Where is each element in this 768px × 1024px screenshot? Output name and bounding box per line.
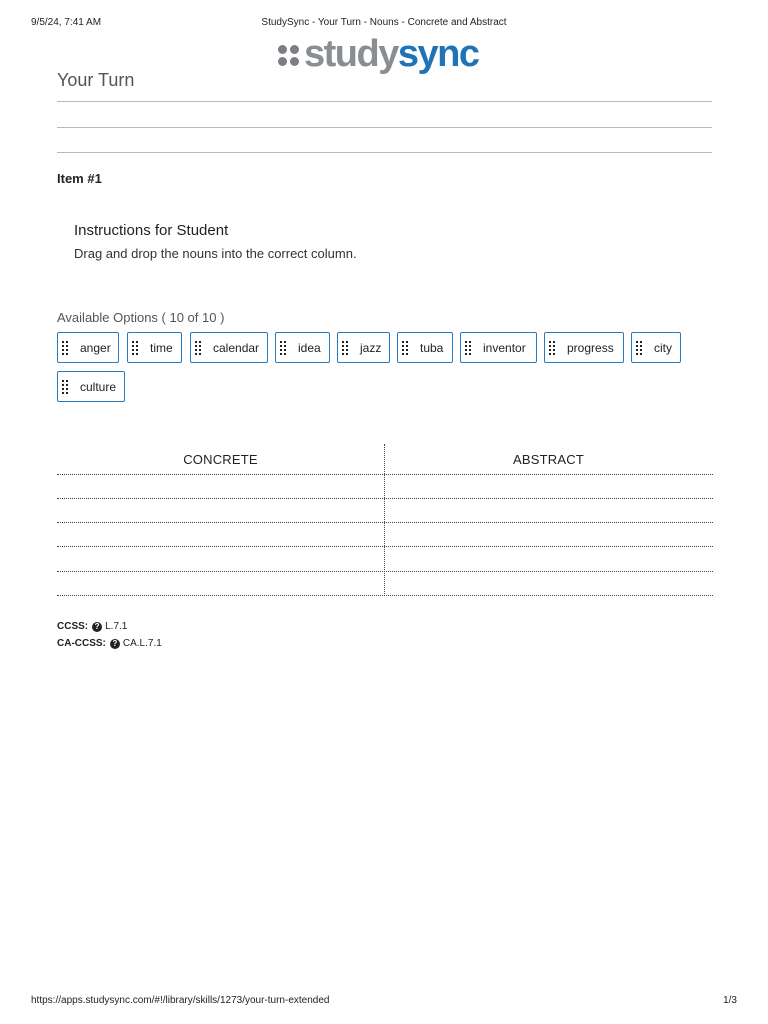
print-datetime: 9/5/24, 7:41 AM	[31, 17, 102, 28]
option-chip-jazz[interactable]	[337, 332, 390, 363]
print-document-title: StudySync - Your Turn - Nouns - Concrete and Abstract	[261, 17, 507, 28]
standard-code: L.7.1	[105, 621, 128, 632]
option-chip-progress[interactable]	[544, 332, 624, 363]
option-label: calendar	[213, 340, 260, 355]
question-icon[interactable]: ?	[92, 622, 102, 632]
logo-word-study: study	[304, 33, 398, 75]
column-header-abstract: ABSTRACT	[513, 452, 584, 467]
drag-handle-icon	[342, 338, 350, 357]
option-label: time	[150, 340, 173, 355]
drag-handle-icon	[62, 377, 70, 396]
drop-zone-concrete[interactable]	[57, 572, 384, 596]
drop-zone-abstract[interactable]	[386, 547, 713, 571]
drop-zone-concrete[interactable]	[57, 547, 384, 571]
drag-handle-icon	[549, 338, 557, 357]
divider	[57, 152, 712, 153]
option-chip-calendar[interactable]	[190, 332, 268, 363]
drop-zone-abstract[interactable]	[386, 572, 713, 596]
logo-dots-icon	[278, 45, 299, 66]
instructions-text: Drag and drop the nouns into the correct column.	[74, 246, 357, 261]
drag-handle-icon	[402, 338, 410, 357]
option-chip-city[interactable]	[631, 332, 681, 363]
divider	[57, 101, 712, 102]
standard-ccss	[57, 621, 127, 632]
print-url: https://apps.studysync.com/#!/library/skills/1273/your-turn-extended	[31, 995, 330, 1006]
option-chip-tuba[interactable]	[397, 332, 453, 363]
drop-zone-abstract[interactable]	[386, 499, 713, 523]
option-label: anger	[80, 340, 111, 355]
option-label: progress	[567, 340, 614, 355]
option-label: city	[654, 340, 672, 355]
drag-handle-icon	[636, 338, 644, 357]
drag-handle-icon	[132, 338, 140, 357]
drop-zone-concrete[interactable]	[57, 475, 384, 499]
drop-zone-concrete[interactable]	[57, 523, 384, 547]
studysync-logo	[278, 34, 478, 74]
item-number: Item #1	[57, 171, 102, 186]
standard-code: CA.L.7.1	[122, 638, 162, 649]
standard-label: CA-CCSS:	[57, 638, 106, 649]
drag-handle-icon	[195, 338, 203, 357]
page-number: 1/3	[723, 995, 737, 1006]
option-label: culture	[80, 379, 117, 394]
question-icon[interactable]: ?	[110, 639, 120, 649]
drag-handle-icon	[62, 338, 70, 357]
option-chip-anger[interactable]	[57, 332, 119, 363]
column-divider	[384, 444, 385, 596]
option-label: inventor	[483, 340, 526, 355]
standard-label: CCSS:	[57, 621, 89, 632]
option-chip-culture[interactable]	[57, 371, 125, 402]
page-title: Your Turn	[57, 70, 135, 90]
drop-zone-concrete[interactable]	[57, 499, 384, 523]
option-chip-idea[interactable]	[275, 332, 330, 363]
standard-ca-ccss	[57, 638, 162, 649]
available-options-label: Available Options ( 10 of 10 )	[57, 310, 225, 325]
option-label: idea	[298, 340, 321, 355]
drag-handle-icon	[280, 338, 288, 357]
instructions-title: Instructions for Student	[74, 222, 229, 239]
option-label: jazz	[360, 340, 382, 355]
logo-word-sync: sync	[397, 33, 479, 75]
column-header-concrete: CONCRETE	[183, 452, 258, 467]
option-chip-inventor[interactable]	[460, 332, 537, 363]
drag-handle-icon	[465, 338, 473, 357]
drop-zone-abstract[interactable]	[386, 475, 713, 499]
option-chip-time[interactable]	[127, 332, 182, 363]
print-header	[31, 17, 737, 31]
divider	[57, 127, 712, 128]
drop-zone-abstract[interactable]	[386, 523, 713, 547]
option-label: tuba	[420, 340, 444, 355]
